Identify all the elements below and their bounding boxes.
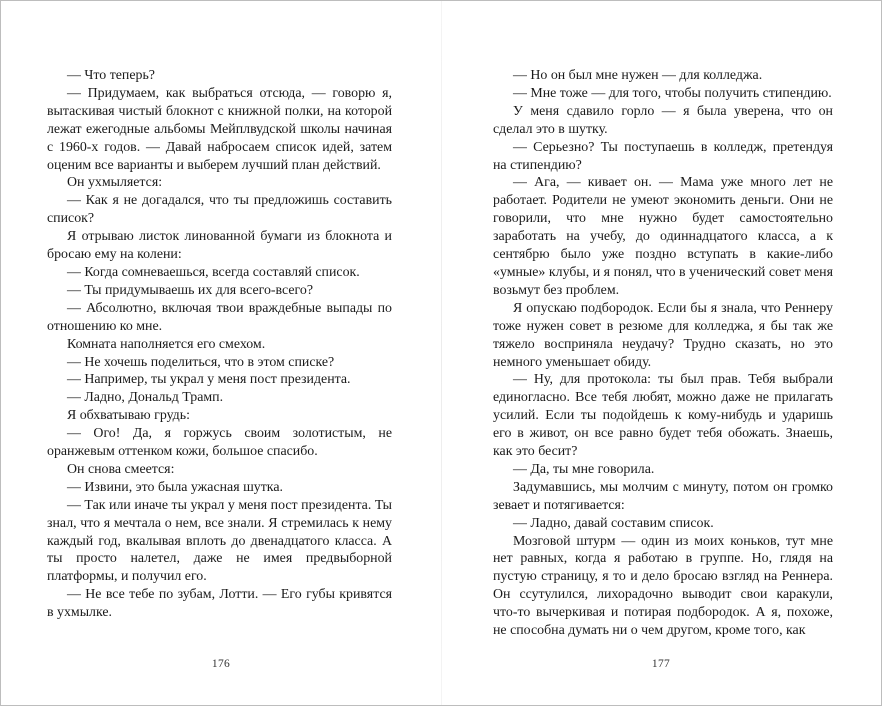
paragraph: — Не все тебе по зубам, Лотти. — Его губы кривятся в ухмылке. (47, 587, 392, 621)
paragraph: Он снова смеется: (67, 461, 175, 477)
left-page-text (47, 67, 392, 622)
paragraph: Я обхватываю грудь: (67, 408, 190, 424)
paragraph: — Извини, это была ужасная шутка. (67, 479, 283, 495)
paragraph: — Когда сомневаешься, всегда составляй список. (67, 264, 360, 280)
paragraph: — Ладно, давай составим список. (513, 515, 714, 531)
paragraph: — Ого! Да, я горжусь своим золотистым, не оранжевым оттенком кожи, большое спасибо. (47, 426, 392, 460)
paragraph: — Серьезно? Ты поступаешь в колледж, претендуя на стипендию? (493, 139, 833, 173)
paragraph: — Ты придумываешь их для всего-всего? (67, 282, 313, 298)
right-page (441, 1, 881, 705)
paragraph: Я отрываю листок линованной бумаги из блокнота и бросаю ему на колени: (47, 229, 392, 263)
paragraph: — Придумаем, как выбраться отсюда, — говорю я, вытаскивая чистый блокнот с книжной полки, на которой лежат ежегодные альбомы Мейплвудской школы начиная с 1960-х годов. — Давай набросаем список идей, затем оценим все варианты и выберем лучший план действий. (47, 85, 392, 173)
paragraph: Мозговой штурм — один из моих коньков, тут мне нет равных, когда я работаю в группе. Но, глядя на пустую страницу, я то и дело бросаю взгляд на Реннера. Он ссутулился, лихорадочно выводит свои каракули, что-то вычеркивая и потирая подбородок. А я, похоже, не способна думать ни о чем другом, кроме того, как (493, 533, 833, 639)
paragraph: У меня сдавило горло — я была уверена, что он сделал это в шутку. (493, 103, 833, 137)
paragraph: — Так или иначе ты украл у меня пост президента. Ты знал, что я мечтала о нем, все знали. Я стремилась к нему каждый год, вкалывая вплоть до двенадцатого класса. А ты просто налетел, даже не имея предвыборной платформы, и получил его. (47, 497, 392, 585)
paragraph: — Не хочешь поделиться, что в этом списке? (67, 354, 335, 370)
paragraph: — Например, ты украл у меня пост президента. (67, 372, 351, 388)
paragraph: — Да, ты мне говорила. (513, 461, 655, 477)
paragraph: Задумавшись, мы молчим с минуту, потом он громко зевает и потягивается: (493, 479, 833, 513)
paragraph: — Ага, — кивает он. — Мама уже много лет не работает. Родители не умеют экономить деньги. Они не говорили, что мне нужно будет самостоятельно заработать на учебу, до одиннадцатого класса, а к сентябрю было уже поздно вступать в какие-либо «умные» клубы, и я понял, что в ученический совет меня возьмут без проблем. (493, 175, 833, 298)
paragraph: Я опускаю подбородок. Если бы я знала, что Реннеру тоже нужен совет в резюме для колледжа, я бы так же тяжело восприняла неудачу? Трудно сказать, но это немного уменьшает обиду. (493, 300, 833, 370)
paragraph: Комната наполняется его смехом. (67, 336, 266, 352)
paragraph: — Ну, для протокола: ты был прав. Тебя выбрали единогласно. Все тебя любят, можно даже не прилагать усилий. Если ты подойдешь к кому-нибудь и ударишь его в живот, он все равно будет тебя обожать. Знаешь, как это бесит? (493, 372, 833, 460)
paragraph: — Мне тоже — для того, чтобы получить стипендию. (513, 85, 832, 101)
paragraph: — Ладно, Дональд Трамп. (67, 390, 224, 406)
paragraph: Он ухмыляется: (67, 175, 163, 191)
page-number-right: 177 (651, 658, 671, 670)
page-number-left: 176 (211, 658, 231, 670)
paragraph: — Что теперь? (67, 68, 155, 83)
left-page (1, 1, 441, 705)
right-page-text (493, 67, 833, 640)
paragraph: — Как я не догадался, что ты предложишь составить список? (47, 193, 392, 227)
paragraph: — Но он был мне нужен — для колледжа. (513, 68, 763, 83)
paragraph: — Абсолютно, включая твои враждебные выпады по отношению ко мне. (47, 300, 392, 334)
